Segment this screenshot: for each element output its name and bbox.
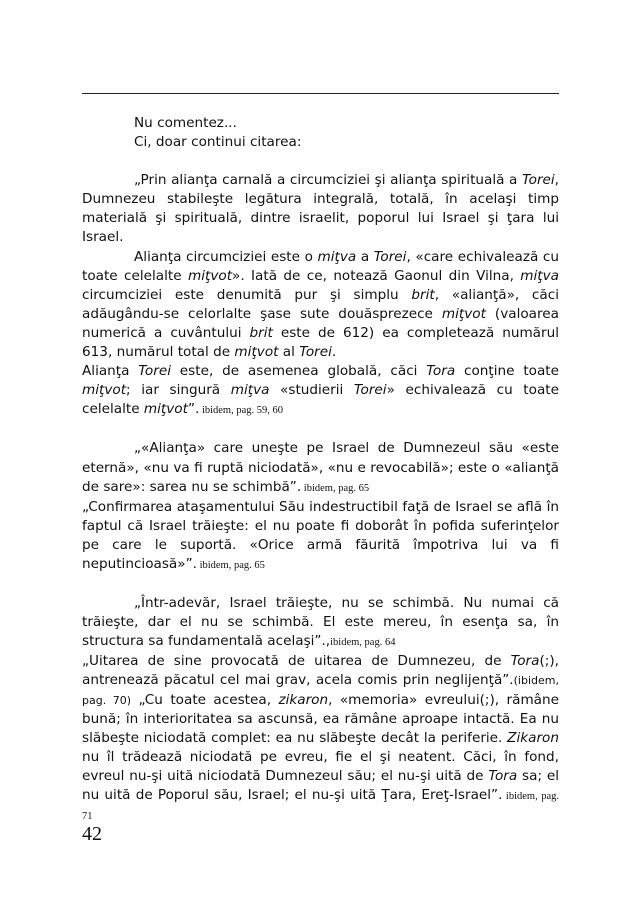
text: al <box>278 344 300 361</box>
text: circumciziei este denumită pur şi simplu <box>82 286 412 303</box>
italic-term: miţvot <box>143 401 188 418</box>
text: Alianţa circumciziei este o <box>134 248 318 265</box>
quote-paragraph-7 <box>82 652 559 826</box>
text: „Uitarea de sine provocată de uitarea de Dumnezeu, de <box>82 653 511 670</box>
italic-term: Tora <box>510 653 540 670</box>
italic-term: brit <box>249 324 273 341</box>
italic-term: miţvot <box>441 305 486 322</box>
text: . <box>331 344 337 361</box>
page-body <box>82 114 559 826</box>
quote-paragraph-3 <box>82 362 559 420</box>
text: (valoarea numerică a cuvântului <box>82 305 559 341</box>
italic-term: Torei <box>373 248 407 265</box>
text: ; iar singură <box>126 382 231 399</box>
paragraph-2: Ci, doar continui citarea: <box>134 134 302 151</box>
text: , «care echivalează cu toate celelalte <box>82 248 559 284</box>
text: a <box>356 248 374 265</box>
italic-term: Tora <box>426 363 456 380</box>
italic-term: Torei <box>353 382 387 399</box>
quote-paragraph-1 <box>82 171 559 247</box>
header-rule <box>82 93 559 94</box>
text: „Prin alianţa carnală a circumciziei şi alianţa spirituală a <box>134 172 522 189</box>
quote-paragraph-5 <box>82 498 559 575</box>
text: Alianţa <box>82 363 139 380</box>
citation: ibidem, pag. 71 <box>82 791 559 823</box>
text: este de 612) ea completează numărul 613, numărul total de <box>82 324 559 361</box>
text: „«Alianţa» care uneşte pe Israel de Dumnezeul său «este eternă», «nu va fi ruptă niciodată», «nu e revocabilă»; este o «alianţă de sare»: sarea nu se schimbă”. <box>82 440 559 495</box>
text: sa; el nu uită de Poporul său, Israel; el nu-şi uită Ţara, Ereţ-Israel”. <box>82 767 559 803</box>
text: , «alianţă», căci adăugându-se celorlalte şase sute douăsprezece <box>82 286 559 322</box>
text: «studierii <box>269 382 354 399</box>
text: ”. <box>187 401 200 418</box>
text: (;), antrenează păcatul cel mai grav, acela comis prin neglijenţă”. <box>82 653 559 689</box>
quote-paragraph-6 <box>82 594 559 652</box>
citation-sans: (ibidem, pag. 70) <box>82 674 559 707</box>
text: ». Iată de ce, notează Gaonul din Vilna, <box>232 267 521 284</box>
text: nu îl trădează niciodată pe evreu, fie el şi neatent. Căci, în fond, evreul nu-şi uită niciodată Dumnezeul său; el nu-şi uită de <box>82 748 559 784</box>
text: conţine toate <box>455 363 560 380</box>
italic-term: zikaron <box>278 691 329 708</box>
italic-term: Zikaron <box>507 729 559 746</box>
text: „Într-adevăr, Israel trăieşte, nu se schimbă. Nu numai că trăieşte, dar el nu se schimbă. El este mereu, în esenţa sa, în structura sa fundamentală acelaşi”., <box>82 595 559 650</box>
italic-term: miţva <box>520 267 559 284</box>
text: „Cu toate acestea, <box>131 691 279 708</box>
italic-term: brit <box>411 286 435 303</box>
paragraph-1: Nu comentez... <box>134 115 237 131</box>
citation: ibidem, pag. 64 <box>330 637 396 649</box>
quote-paragraph-4 <box>82 439 559 497</box>
citation: ibidem, pag. 65 <box>301 482 370 494</box>
citation: ibidem, pag. 59, 60 <box>199 405 284 417</box>
italic-term: miţvot <box>82 382 127 399</box>
italic-term: Torei <box>522 172 555 189</box>
text: este, de asemenea globală, căci <box>170 363 427 380</box>
italic-term: miţvot <box>234 344 279 361</box>
italic-term: miţvot <box>187 267 233 284</box>
italic-term: miţva <box>230 382 270 399</box>
italic-term: miţva <box>317 248 357 265</box>
text: „Confirmarea ataşamentului Său indestructibil faţă de Israel se află în faptul că Israel trăieşte: el nu poate fi doborât în pofida suferinţelor pe care le suportă. «Orice armă făurită împotriva lui va fi neputincioasă»”. <box>82 498 559 572</box>
italic-term: Torei <box>299 344 332 361</box>
citation: ibidem, pag. 65 <box>196 559 265 571</box>
italic-term: Tora <box>488 767 518 784</box>
page-number: 42 <box>82 823 102 845</box>
text: » echivalează cu toate celelalte <box>82 382 559 418</box>
text: , «memoria» evreului(;), rămâne bună; în interioritatea sa ascunsă, ea rămâne aproape intactă. Ea nu slăbeşte niciodată complet: ea nu slăbeşte decât la periferie. <box>82 691 559 746</box>
quote-paragraph-2 <box>82 248 559 363</box>
text: , Dumnezeu stabileşte legătura integrală, totală, în acelaşi timp materială şi spirituală, dintre israelit, poporul lui Israel şi ţara lui Israel. <box>82 172 559 246</box>
italic-term: Torei <box>138 363 171 380</box>
